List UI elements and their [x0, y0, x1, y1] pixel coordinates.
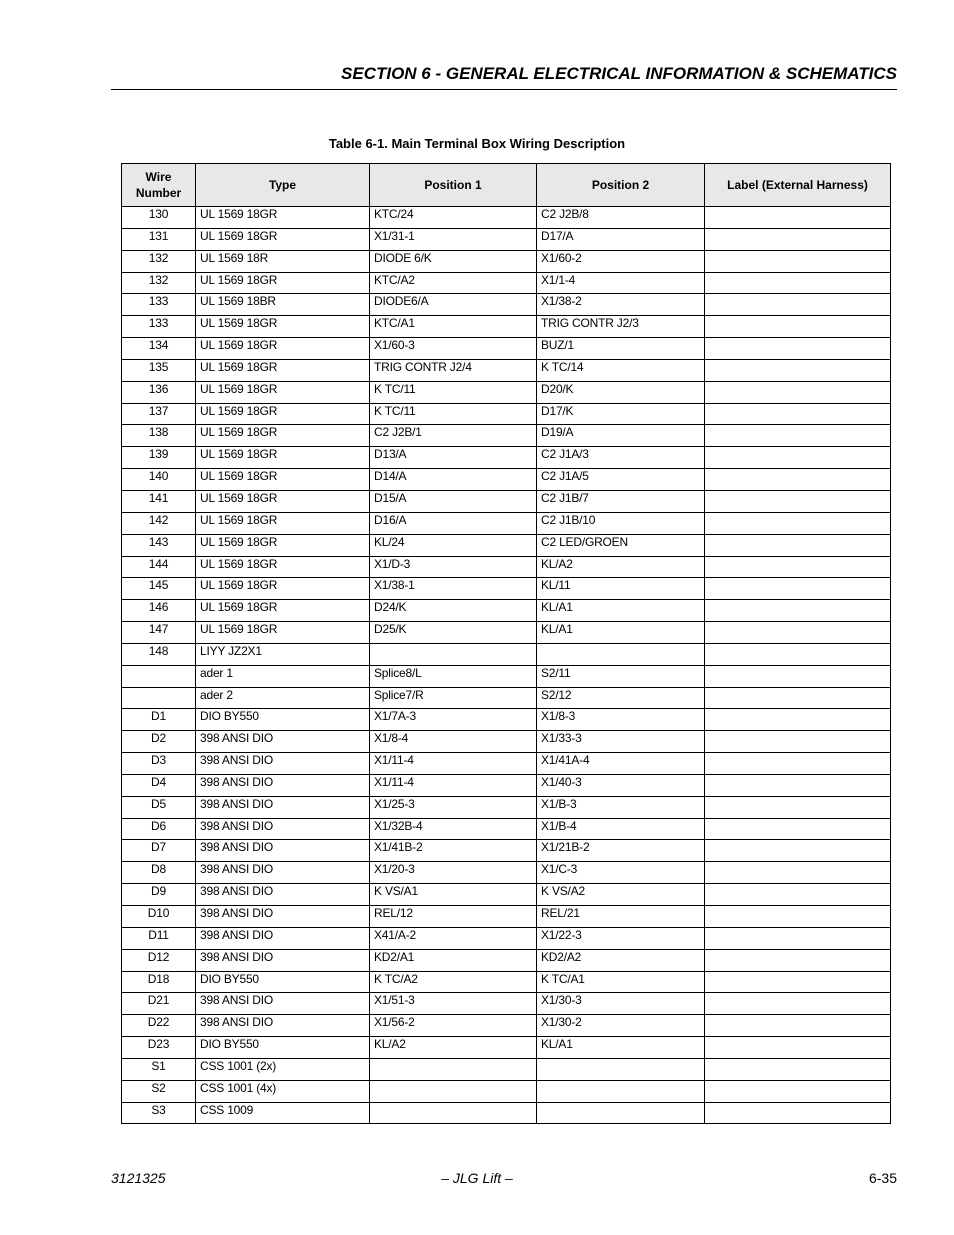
- table-row: [122, 228, 891, 250]
- position2-cell: X1/21B-2: [537, 840, 705, 862]
- document-number: 3121325: [111, 1170, 166, 1186]
- col-header-position2: Position 2: [537, 164, 705, 207]
- label-cell: [705, 818, 891, 840]
- type-cell: LIYY JZ2X1: [196, 643, 370, 665]
- position2-cell: C2 J1B/10: [537, 512, 705, 534]
- label-cell: [705, 993, 891, 1015]
- wire-number-cell: 142: [122, 512, 196, 534]
- position2-cell: KL/A1: [537, 600, 705, 622]
- table-row: [122, 774, 891, 796]
- position1-cell: D24/K: [370, 600, 537, 622]
- table-row: [122, 338, 891, 360]
- wire-number-cell: S3: [122, 1102, 196, 1124]
- label-cell: [705, 1058, 891, 1080]
- table-row: [122, 316, 891, 338]
- type-cell: UL 1569 18GR: [196, 425, 370, 447]
- position1-cell: TRIG CONTR J2/4: [370, 359, 537, 381]
- type-cell: 398 ANSI DIO: [196, 731, 370, 753]
- wire-number-cell: S2: [122, 1080, 196, 1102]
- label-cell: [705, 578, 891, 600]
- table-row: [122, 1080, 891, 1102]
- position2-cell: [537, 1080, 705, 1102]
- table-row: [122, 469, 891, 491]
- label-cell: [705, 884, 891, 906]
- type-cell: 398 ANSI DIO: [196, 753, 370, 775]
- label-cell: [705, 556, 891, 578]
- wire-number-cell: D23: [122, 1037, 196, 1059]
- position1-cell: X1/D-3: [370, 556, 537, 578]
- type-cell: UL 1569 18GR: [196, 469, 370, 491]
- table-row: [122, 971, 891, 993]
- position1-cell: [370, 1058, 537, 1080]
- wire-number-cell: 133: [122, 316, 196, 338]
- table-row: [122, 490, 891, 512]
- type-cell: UL 1569 18GR: [196, 272, 370, 294]
- label-cell: [705, 643, 891, 665]
- wire-header-line1: Wire: [145, 170, 172, 184]
- table-row: [122, 578, 891, 600]
- table-row: [122, 556, 891, 578]
- table-row: [122, 927, 891, 949]
- label-cell: [705, 774, 891, 796]
- type-cell: CSS 1001 (2x): [196, 1058, 370, 1080]
- table-row: [122, 622, 891, 644]
- position1-cell: X1/8-4: [370, 731, 537, 753]
- table-row: [122, 818, 891, 840]
- position2-cell: KL/A2: [537, 556, 705, 578]
- type-cell: ader 2: [196, 687, 370, 709]
- table-row: [122, 1037, 891, 1059]
- wire-number-cell: 140: [122, 469, 196, 491]
- wire-number-cell: D22: [122, 1015, 196, 1037]
- table-row: [122, 643, 891, 665]
- type-cell: CSS 1009: [196, 1102, 370, 1124]
- position2-cell: D19/A: [537, 425, 705, 447]
- position2-cell: X1/38-2: [537, 294, 705, 316]
- table-row: [122, 600, 891, 622]
- type-cell: UL 1569 18GR: [196, 622, 370, 644]
- type-cell: UL 1569 18GR: [196, 381, 370, 403]
- label-cell: [705, 490, 891, 512]
- type-cell: UL 1569 18GR: [196, 447, 370, 469]
- type-cell: UL 1569 18R: [196, 250, 370, 272]
- table-row: [122, 1058, 891, 1080]
- type-cell: 398 ANSI DIO: [196, 927, 370, 949]
- position1-cell: REL/12: [370, 906, 537, 928]
- position2-cell: X1/C-3: [537, 862, 705, 884]
- type-cell: 398 ANSI DIO: [196, 1015, 370, 1037]
- section-header: SECTION 6 - GENERAL ELECTRICAL INFORMATION & SCHEMATICS: [341, 64, 897, 83]
- label-cell: [705, 381, 891, 403]
- page-number: 6-35: [868, 1170, 897, 1186]
- wire-number-cell: 136: [122, 381, 196, 403]
- type-cell: UL 1569 18GR: [196, 228, 370, 250]
- type-cell: UL 1569 18GR: [196, 534, 370, 556]
- position1-cell: K VS/A1: [370, 884, 537, 906]
- wire-number-cell: 133: [122, 294, 196, 316]
- position1-cell: [370, 1080, 537, 1102]
- position2-cell: X1/40-3: [537, 774, 705, 796]
- position1-cell: X1/38-1: [370, 578, 537, 600]
- label-cell: [705, 949, 891, 971]
- type-cell: 398 ANSI DIO: [196, 993, 370, 1015]
- col-header-wire-number: [122, 164, 196, 207]
- wire-number-cell: D4: [122, 774, 196, 796]
- type-cell: DIO BY550: [196, 971, 370, 993]
- table-row: [122, 512, 891, 534]
- table-row: [122, 731, 891, 753]
- position1-cell: X1/25-3: [370, 796, 537, 818]
- wire-number-cell: D1: [122, 709, 196, 731]
- label-cell: [705, 294, 891, 316]
- wire-header-line2: Number: [135, 186, 182, 200]
- position1-cell: [370, 1102, 537, 1124]
- wire-number-cell: 130: [122, 207, 196, 229]
- wire-number-cell: 134: [122, 338, 196, 360]
- label-cell: [705, 709, 891, 731]
- table-body: [122, 207, 891, 1124]
- type-cell: 398 ANSI DIO: [196, 906, 370, 928]
- position2-cell: X1/33-3: [537, 731, 705, 753]
- wire-number-cell: D6: [122, 818, 196, 840]
- position2-cell: C2 J1A/5: [537, 469, 705, 491]
- wire-number-cell: 145: [122, 578, 196, 600]
- position1-cell: D25/K: [370, 622, 537, 644]
- position1-cell: KL/24: [370, 534, 537, 556]
- wire-number-cell: 144: [122, 556, 196, 578]
- type-cell: UL 1569 18GR: [196, 403, 370, 425]
- position2-cell: C2 J1B/7: [537, 490, 705, 512]
- position2-cell: C2 J2B/8: [537, 207, 705, 229]
- position2-cell: KL/A1: [537, 1037, 705, 1059]
- position1-cell: KD2/A1: [370, 949, 537, 971]
- type-cell: 398 ANSI DIO: [196, 884, 370, 906]
- table-row: [122, 796, 891, 818]
- label-cell: [705, 425, 891, 447]
- position2-cell: X1/30-2: [537, 1015, 705, 1037]
- position1-cell: K TC/11: [370, 403, 537, 425]
- position1-cell: X1/56-2: [370, 1015, 537, 1037]
- wire-number-cell: 137: [122, 403, 196, 425]
- table-row: [122, 862, 891, 884]
- table-row: [122, 687, 891, 709]
- type-cell: UL 1569 18GR: [196, 578, 370, 600]
- position2-cell: D17/A: [537, 228, 705, 250]
- label-cell: [705, 862, 891, 884]
- label-cell: [705, 927, 891, 949]
- table-row: [122, 840, 891, 862]
- position1-cell: KTC/A1: [370, 316, 537, 338]
- type-cell: UL 1569 18GR: [196, 512, 370, 534]
- position2-cell: KD2/A2: [537, 949, 705, 971]
- wire-number-cell: D18: [122, 971, 196, 993]
- position2-cell: TRIG CONTR J2/3: [537, 316, 705, 338]
- label-cell: [705, 687, 891, 709]
- position2-cell: KL/A1: [537, 622, 705, 644]
- wire-number-cell: [122, 665, 196, 687]
- label-cell: [705, 665, 891, 687]
- position2-cell: REL/21: [537, 906, 705, 928]
- wire-number-cell: D21: [122, 993, 196, 1015]
- table-row: [122, 1102, 891, 1124]
- wire-number-cell: 146: [122, 600, 196, 622]
- wire-number-cell: 147: [122, 622, 196, 644]
- wire-number-cell: 141: [122, 490, 196, 512]
- label-cell: [705, 906, 891, 928]
- position1-cell: X41/A-2: [370, 927, 537, 949]
- header-row: [122, 164, 891, 207]
- position2-cell: X1/B-4: [537, 818, 705, 840]
- wire-number-cell: D8: [122, 862, 196, 884]
- type-cell: 398 ANSI DIO: [196, 862, 370, 884]
- label-cell: [705, 1080, 891, 1102]
- type-cell: 398 ANSI DIO: [196, 796, 370, 818]
- col-header-label: Label (External Harness): [705, 164, 891, 207]
- wire-number-cell: D12: [122, 949, 196, 971]
- label-cell: [705, 840, 891, 862]
- wire-number-cell: 131: [122, 228, 196, 250]
- table-row: [122, 1015, 891, 1037]
- label-cell: [705, 250, 891, 272]
- position1-cell: X1/7A-3: [370, 709, 537, 731]
- publisher: – JLG Lift –: [441, 1170, 513, 1186]
- label-cell: [705, 359, 891, 381]
- position1-cell: D13/A: [370, 447, 537, 469]
- position2-cell: S2/12: [537, 687, 705, 709]
- position2-cell: [537, 1102, 705, 1124]
- label-cell: [705, 971, 891, 993]
- position2-cell: X1/41A-4: [537, 753, 705, 775]
- type-cell: UL 1569 18GR: [196, 316, 370, 338]
- type-cell: 398 ANSI DIO: [196, 818, 370, 840]
- position1-cell: X1/51-3: [370, 993, 537, 1015]
- wire-number-cell: 143: [122, 534, 196, 556]
- col-header-position1: Position 1: [370, 164, 537, 207]
- label-cell: [705, 796, 891, 818]
- wire-number-cell: D9: [122, 884, 196, 906]
- wiring-table: [121, 163, 891, 1124]
- table-row: [122, 447, 891, 469]
- position2-cell: X1/22-3: [537, 927, 705, 949]
- wire-number-cell: D10: [122, 906, 196, 928]
- label-cell: [705, 228, 891, 250]
- type-cell: DIO BY550: [196, 1037, 370, 1059]
- label-cell: [705, 1102, 891, 1124]
- position1-cell: Splice7/R: [370, 687, 537, 709]
- position2-cell: X1/30-3: [537, 993, 705, 1015]
- position2-cell: K TC/14: [537, 359, 705, 381]
- header-rule: [111, 89, 897, 90]
- label-cell: [705, 207, 891, 229]
- table-row: [122, 665, 891, 687]
- position2-cell: D20/K: [537, 381, 705, 403]
- label-cell: [705, 403, 891, 425]
- position2-cell: D17/K: [537, 403, 705, 425]
- label-cell: [705, 753, 891, 775]
- type-cell: 398 ANSI DIO: [196, 774, 370, 796]
- position1-cell: X1/32B-4: [370, 818, 537, 840]
- wire-number-cell: D3: [122, 753, 196, 775]
- table-title: Table 6-1. Main Terminal Box Wiring Description: [328, 136, 626, 151]
- position1-cell: Splice8/L: [370, 665, 537, 687]
- position2-cell: C2 LED/GROEN: [537, 534, 705, 556]
- type-cell: UL 1569 18GR: [196, 207, 370, 229]
- position1-cell: X1/41B-2: [370, 840, 537, 862]
- table-row: [122, 294, 891, 316]
- position2-cell: K TC/A1: [537, 971, 705, 993]
- label-cell: [705, 316, 891, 338]
- position2-cell: S2/11: [537, 665, 705, 687]
- label-cell: [705, 622, 891, 644]
- position2-cell: KL/11: [537, 578, 705, 600]
- wire-number-cell: D2: [122, 731, 196, 753]
- position2-cell: [537, 1058, 705, 1080]
- wire-number-cell: D11: [122, 927, 196, 949]
- wire-number-cell: 135: [122, 359, 196, 381]
- position1-cell: KTC/A2: [370, 272, 537, 294]
- label-cell: [705, 512, 891, 534]
- label-cell: [705, 272, 891, 294]
- label-cell: [705, 338, 891, 360]
- label-cell: [705, 1015, 891, 1037]
- position1-cell: X1/20-3: [370, 862, 537, 884]
- position1-cell: KL/A2: [370, 1037, 537, 1059]
- label-cell: [705, 447, 891, 469]
- type-cell: ader 1: [196, 665, 370, 687]
- table-row: [122, 381, 891, 403]
- position1-cell: D14/A: [370, 469, 537, 491]
- position2-cell: X1/B-3: [537, 796, 705, 818]
- type-cell: UL 1569 18GR: [196, 359, 370, 381]
- position1-cell: K TC/A2: [370, 971, 537, 993]
- table-row: [122, 250, 891, 272]
- table-header: [122, 164, 891, 207]
- position1-cell: DIODE 6/K: [370, 250, 537, 272]
- type-cell: UL 1569 18GR: [196, 490, 370, 512]
- label-cell: [705, 469, 891, 491]
- type-cell: UL 1569 18GR: [196, 556, 370, 578]
- wire-number-cell: S1: [122, 1058, 196, 1080]
- position1-cell: X1/60-3: [370, 338, 537, 360]
- position1-cell: X1/11-4: [370, 753, 537, 775]
- position2-cell: X1/60-2: [537, 250, 705, 272]
- position2-cell: K VS/A2: [537, 884, 705, 906]
- wire-number-cell: 132: [122, 272, 196, 294]
- table-row: [122, 207, 891, 229]
- position1-cell: D15/A: [370, 490, 537, 512]
- label-cell: [705, 600, 891, 622]
- position1-cell: D16/A: [370, 512, 537, 534]
- table-row: [122, 949, 891, 971]
- type-cell: CSS 1001 (4x): [196, 1080, 370, 1102]
- table-row: [122, 359, 891, 381]
- table-row: [122, 272, 891, 294]
- type-cell: UL 1569 18BR: [196, 294, 370, 316]
- wire-number-cell: D5: [122, 796, 196, 818]
- wire-number-cell: D7: [122, 840, 196, 862]
- wire-number-cell: 138: [122, 425, 196, 447]
- table-row: [122, 884, 891, 906]
- wire-number-cell: 132: [122, 250, 196, 272]
- label-cell: [705, 534, 891, 556]
- position1-cell: C2 J2B/1: [370, 425, 537, 447]
- table-row: [122, 906, 891, 928]
- wire-number-cell: [122, 687, 196, 709]
- position2-cell: X1/1-4: [537, 272, 705, 294]
- label-cell: [705, 1037, 891, 1059]
- type-cell: DIO BY550: [196, 709, 370, 731]
- position2-cell: BUZ/1: [537, 338, 705, 360]
- position2-cell: X1/8-3: [537, 709, 705, 731]
- table-row: [122, 425, 891, 447]
- type-cell: UL 1569 18GR: [196, 600, 370, 622]
- position1-cell: K TC/11: [370, 381, 537, 403]
- wire-number-cell: 148: [122, 643, 196, 665]
- position2-cell: C2 J1A/3: [537, 447, 705, 469]
- position1-cell: X1/31-1: [370, 228, 537, 250]
- table-row: [122, 753, 891, 775]
- table-row: [122, 993, 891, 1015]
- label-cell: [705, 731, 891, 753]
- wire-number-cell: 139: [122, 447, 196, 469]
- position1-cell: X1/11-4: [370, 774, 537, 796]
- col-header-type: Type: [196, 164, 370, 207]
- type-cell: 398 ANSI DIO: [196, 949, 370, 971]
- type-cell: UL 1569 18GR: [196, 338, 370, 360]
- position1-cell: KTC/24: [370, 207, 537, 229]
- type-cell: 398 ANSI DIO: [196, 840, 370, 862]
- table-row: [122, 709, 891, 731]
- position1-cell: DIODE6/A: [370, 294, 537, 316]
- position2-cell: [537, 643, 705, 665]
- position1-cell: [370, 643, 537, 665]
- table-row: [122, 534, 891, 556]
- table-row: [122, 403, 891, 425]
